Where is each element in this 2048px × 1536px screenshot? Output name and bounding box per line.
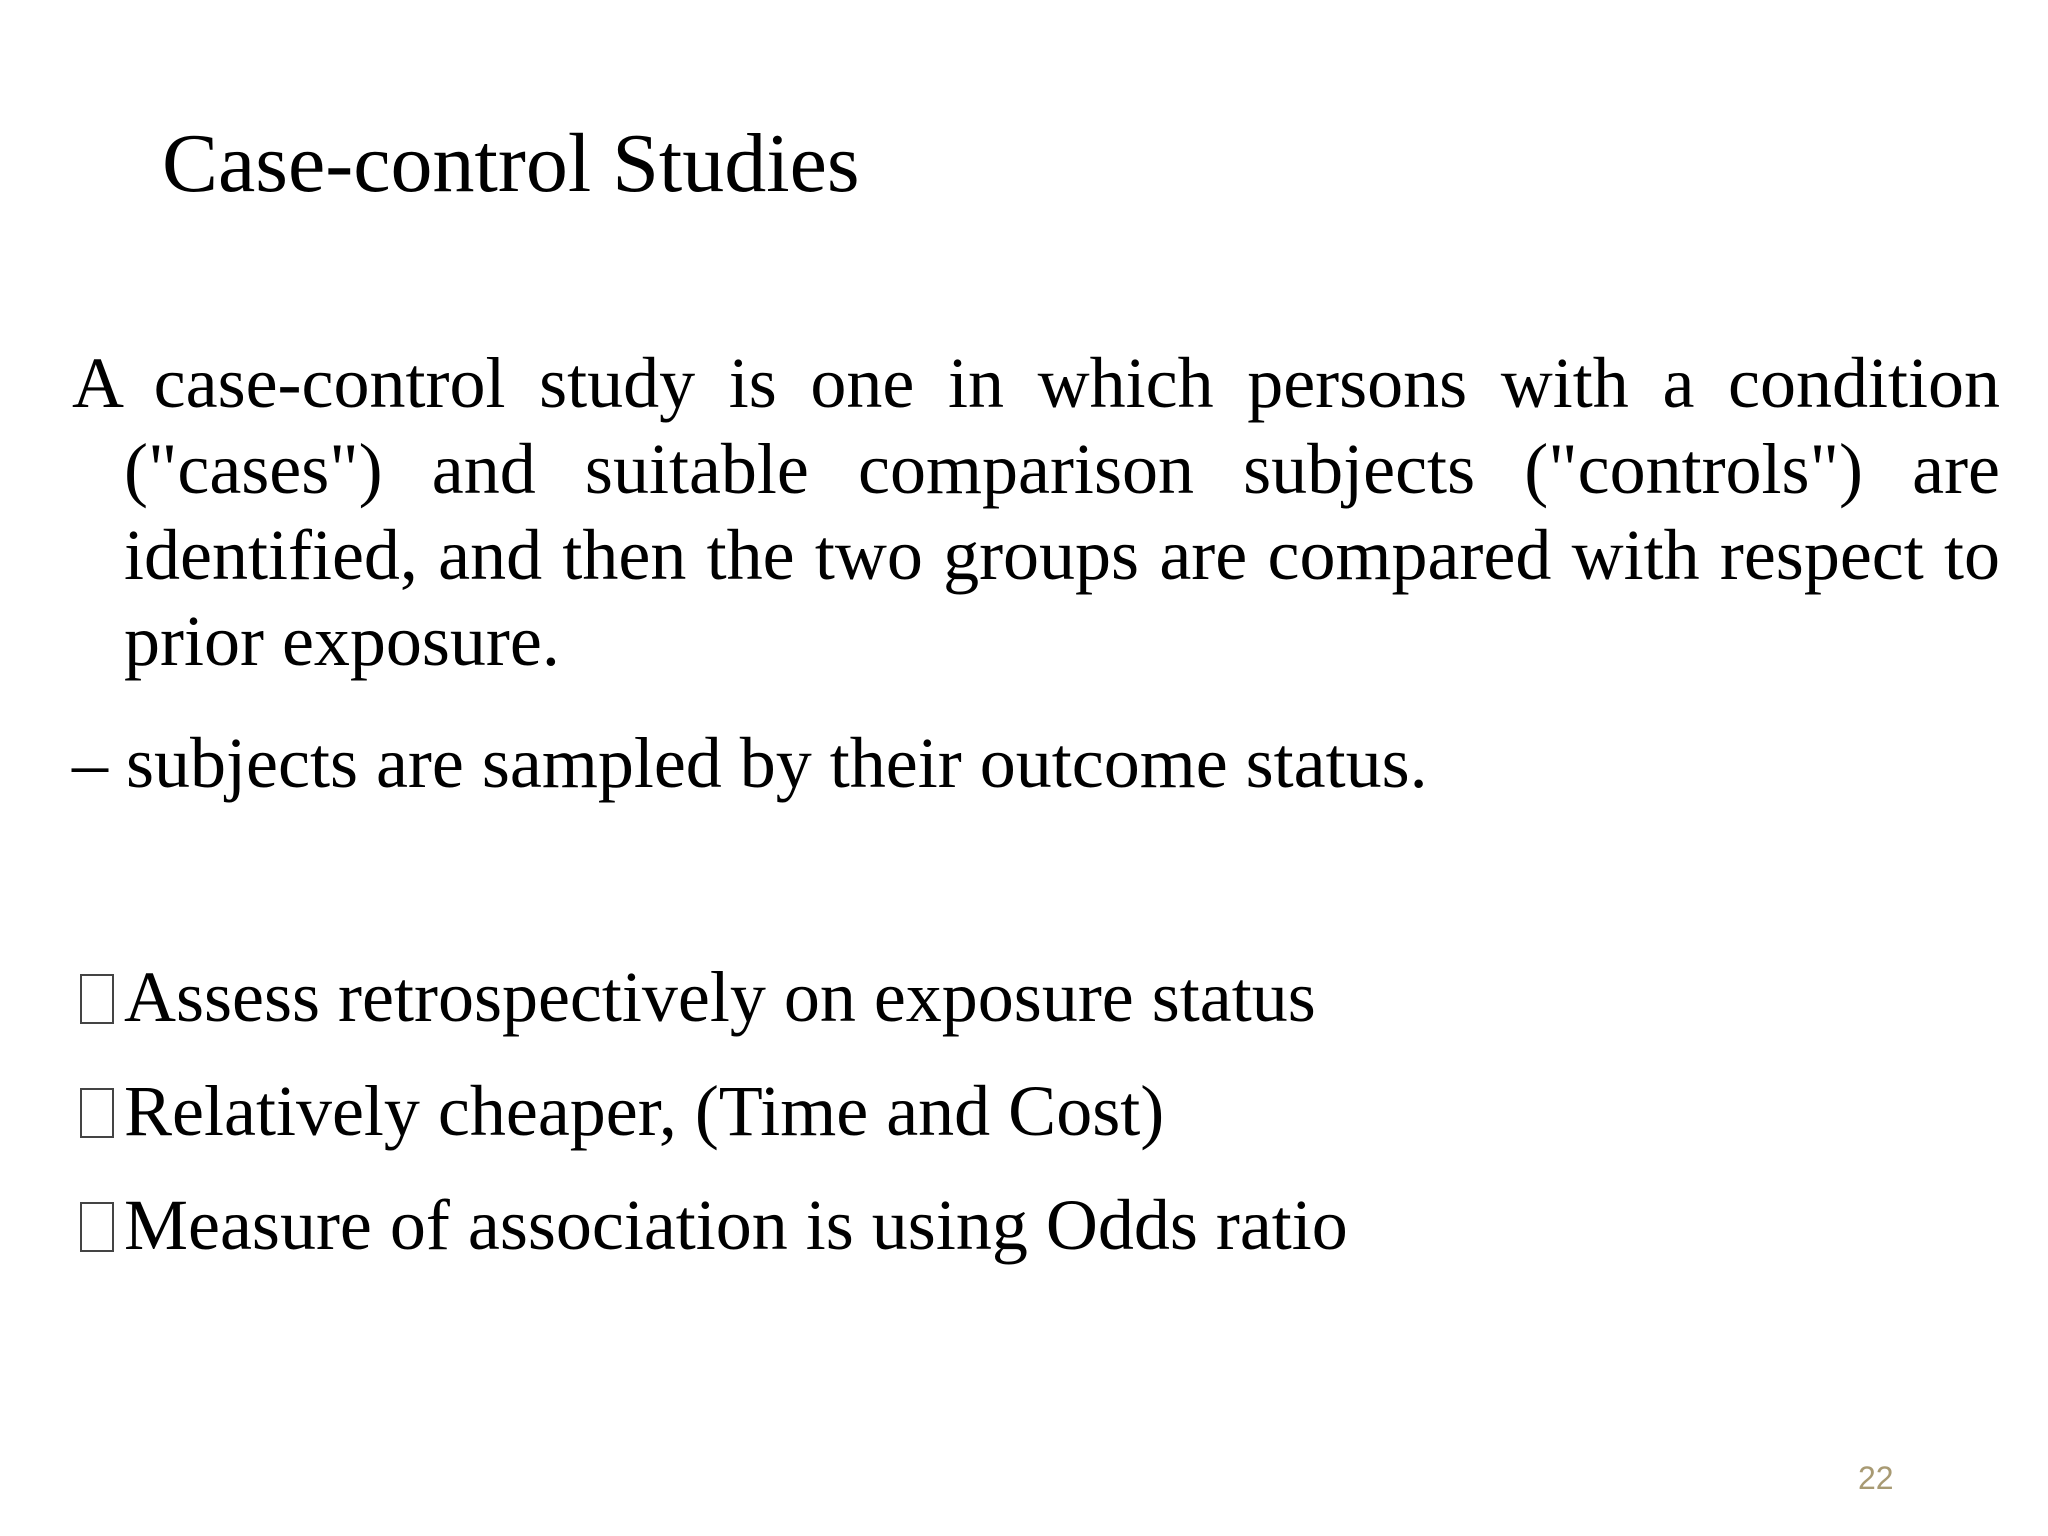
slide-title: Case-control Studies: [162, 117, 860, 210]
definition-paragraph: A case-control study is one in which persons with a condition ("cases") and suitable comparison subjects ("controls") are identified, and then the two groups are compared with respect to prior exposure.: [72, 343, 2000, 681]
bullet-text: Assess retrospectively on exposure status: [124, 956, 1316, 1037]
bullet-text: Relatively cheaper, (Time and Cost): [124, 1070, 1165, 1151]
empty-box-bullet-icon: [80, 1202, 114, 1252]
bullet-item: [80, 1168, 1348, 1282]
empty-box-bullet-icon: [80, 1088, 114, 1138]
page-number: 22: [1858, 1460, 1894, 1496]
bullet-text: Measure of association is using Odds ratio: [124, 1184, 1348, 1265]
bullet-item: [80, 1054, 1348, 1168]
empty-box-bullet-icon: [80, 974, 114, 1024]
bullet-item: [80, 940, 1348, 1054]
dash-point: – subjects are sampled by their outcome status.: [72, 723, 1428, 803]
bullet-list: [80, 940, 1348, 1282]
